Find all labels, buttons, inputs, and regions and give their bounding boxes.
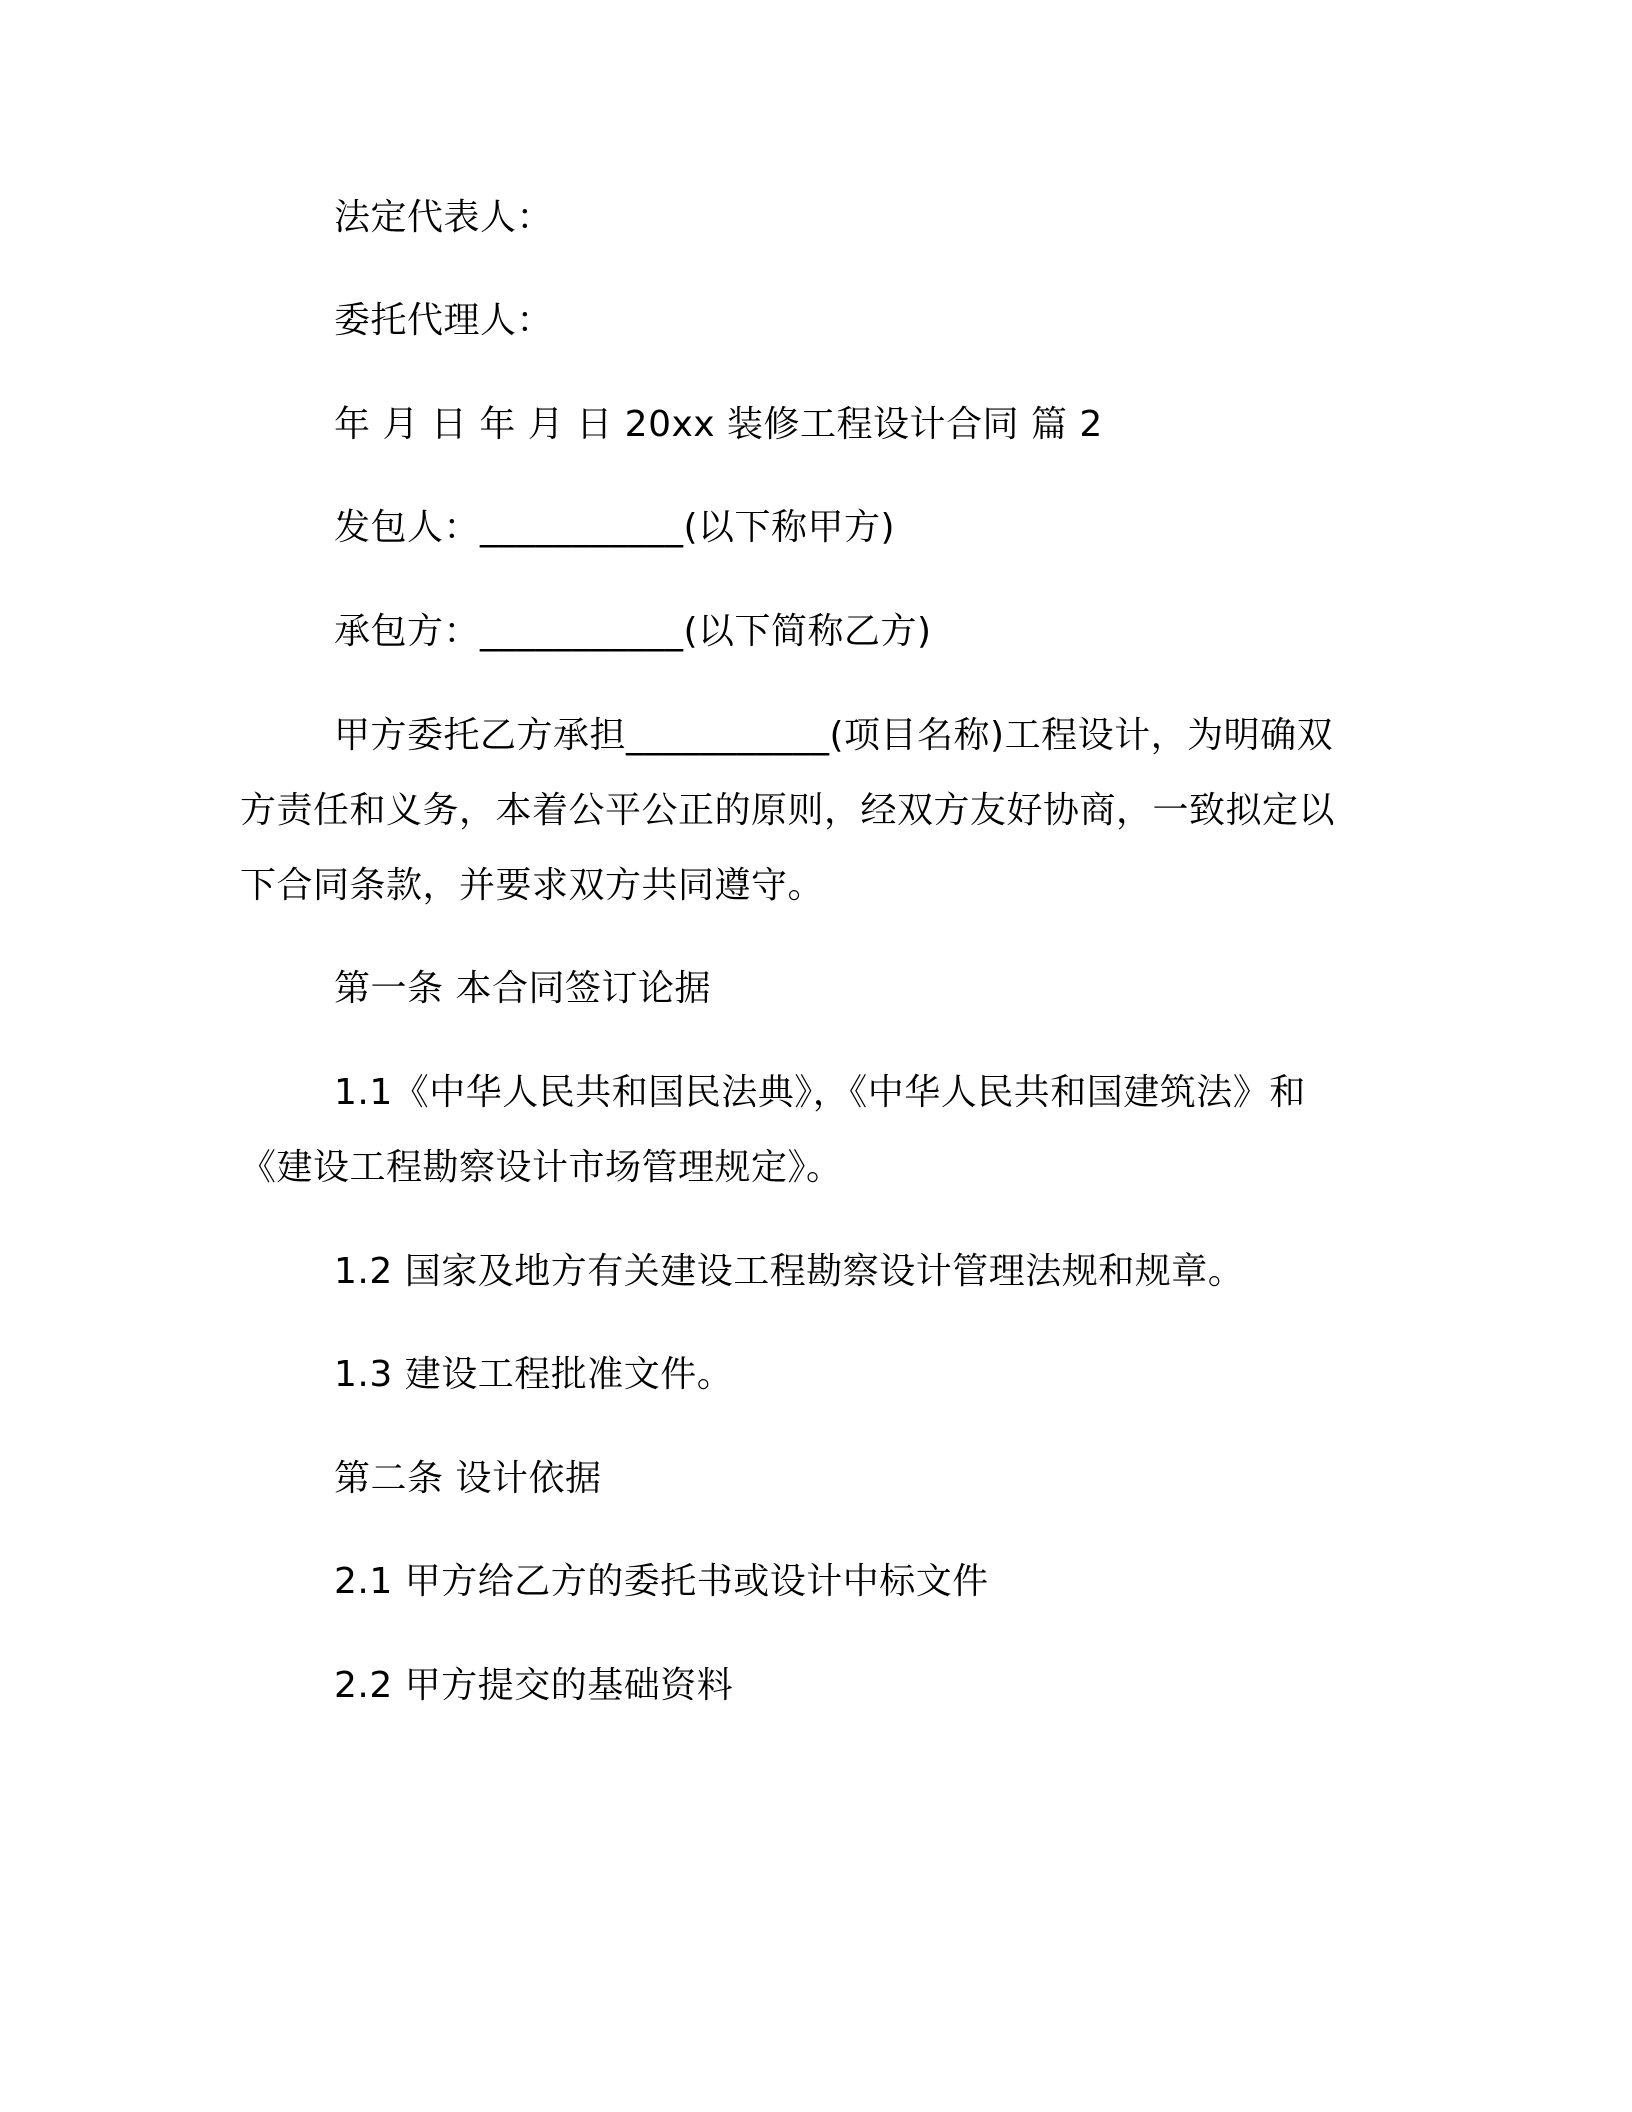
clause-1-1-line-1: 1.1《中华人民共和国民法典》，《中华人民共和国建筑法》和 bbox=[334, 1072, 1306, 1113]
clause-2-1: 2.1 甲方给乙方的委托书或设计中标文件 bbox=[334, 1561, 989, 1602]
article-one-heading: 第一条 本合同签订论据 bbox=[334, 968, 711, 1009]
legal-representative-line: 法定代表人： bbox=[334, 197, 554, 238]
clause-2-2: 2.2 甲方提交的基础资料 bbox=[334, 1665, 734, 1706]
authorized-agent-line: 委托代理人： bbox=[334, 300, 554, 341]
preamble-line-1: 甲方委托乙方承担___________(项目名称)工程设计，为明确双 bbox=[334, 715, 1334, 756]
clause-1-1-line-2: 《建设工程勘察设计市场管理规定》。 bbox=[240, 1147, 843, 1188]
clause-1-3: 1.3 建设工程批准文件。 bbox=[334, 1354, 734, 1395]
preamble-line-2: 方责任和义务，本着公平公正的原则，经双方友好协商，一致拟定以 bbox=[240, 790, 1336, 831]
article-two-heading: 第二条 设计依据 bbox=[334, 1458, 602, 1499]
date-and-contract-title-line: 年 月 日 年 月 日 20xx 装修工程设计合同 篇 2 bbox=[334, 404, 1103, 445]
clause-1-2: 1.2 国家及地方有关建设工程勘察设计管理法规和规章。 bbox=[334, 1251, 1245, 1292]
contractor-line: 承包方：___________(以下简称乙方) bbox=[334, 611, 932, 652]
preamble-line-3: 下合同条款，并要求双方共同遵守。 bbox=[240, 865, 825, 906]
employer-line: 发包人：___________(以下称甲方) bbox=[334, 507, 896, 548]
